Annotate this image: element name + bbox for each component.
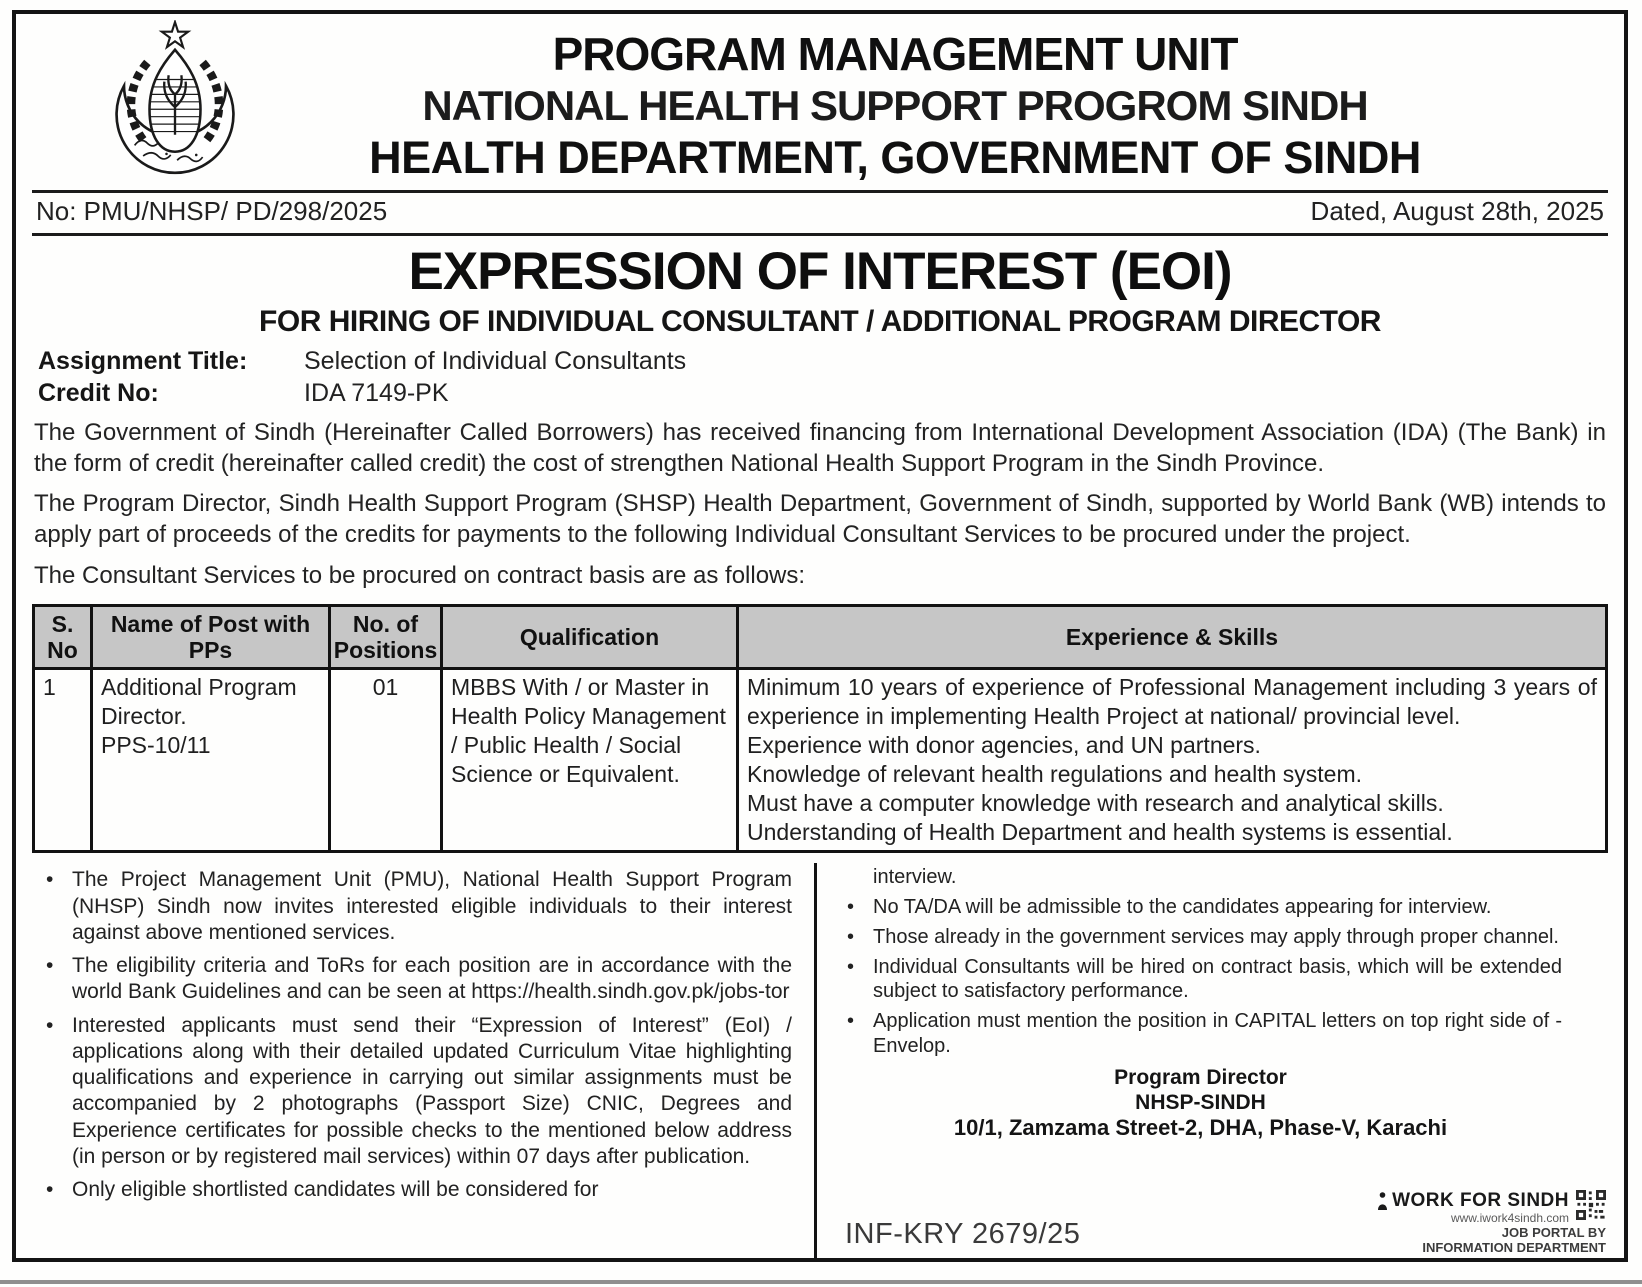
signature-designation: Program Director (1114, 1065, 1287, 1089)
consultant-positions-table (32, 604, 1608, 854)
sindh-government-crest-icon (100, 20, 250, 190)
intro-paragraph-3: The Consultant Services to be procured on contract basis are as follows: (34, 561, 806, 589)
note-item (839, 1009, 1562, 1059)
inf-number: INF-KRY 2679/25 (845, 1218, 1081, 1251)
reference-date: Dated, August 28th, 2025 (1310, 196, 1604, 226)
note-item (38, 867, 792, 946)
person-icon (1377, 1192, 1388, 1211)
post-scale: PPS-10/11 (101, 732, 211, 759)
bullet-icon (839, 1009, 873, 1059)
portal-tagline-1: JOB PORTAL BY (1501, 1225, 1606, 1241)
col-header-positions: No. of Positions (330, 605, 442, 669)
experience-line: Minimum 10 years of experience of Professional Management including 3 years of experience in implementing Health Project at national/ provincial level. (747, 674, 1597, 730)
note-item (38, 1177, 792, 1203)
newspaper-bottom-rule (0, 1280, 1642, 1284)
experience-line: Experience with donor agencies, and UN partners. (747, 732, 1261, 759)
post-name: Additional Program Director. (101, 674, 297, 730)
note-text: Application must mention the position in CAPITAL letters on top right side of -Envelop. (873, 1010, 1562, 1058)
portal-tagline-2: INFORMATION DEPARTMENT (1422, 1240, 1606, 1256)
note-item (38, 1013, 792, 1171)
note-item (839, 925, 1562, 950)
credit-no-label: Credit No: (38, 379, 159, 407)
col-header-experience: Experience & Skills (738, 605, 1607, 669)
org-title-line-2: NATIONAL HEALTH SUPPORT PROGROM SINDH (422, 82, 1368, 129)
note-item (839, 895, 1562, 920)
notes-left-column (32, 863, 814, 1261)
credit-no-value: IDA 7149-PK (304, 379, 449, 407)
assignment-title-row (32, 347, 1608, 376)
intro-paragraph-1: The Government of Sindh (Hereinafter Called Borrowers) has received financing from International Development Association (IDA) (The Bank) in the form of credit (hereinafter called credit) the cost of strengthen National Health Support Program in the Sindh Province. (34, 419, 1606, 477)
header (32, 14, 1608, 190)
col-header-s-no: S. No (34, 605, 92, 669)
assignment-title-label: Assignment Title: (38, 347, 248, 375)
bullet-icon (38, 867, 72, 946)
footer-row (839, 1188, 1608, 1261)
signature-organization: NHSP-SINDH (1135, 1090, 1266, 1114)
note-text: Only eligible shortlisted candidates will be considered for (72, 1178, 599, 1202)
assignment-meta (32, 347, 1608, 408)
cell-positions: 01 (330, 669, 442, 852)
notes-right-body (839, 865, 1608, 1140)
bullet-icon (38, 1177, 72, 1203)
org-title-line-1: PROGRAM MANAGEMENT UNIT (552, 28, 1238, 80)
note-text: The Project Management Unit (PMU), National Health Support Program (NHSP) Sindh now invites interested eligible individuals to their interest against above mentioned services. (72, 868, 792, 944)
notes-section (32, 863, 1608, 1261)
eoi-title: EXPRESSION OF INTEREST (EOI) (408, 242, 1232, 301)
intro-paragraph-2: The Program Director, Sindh Health Support Program (SHSP) Health Department, Government of Sindh, supported by World Bank (WB) intends to apply part of proceeds of the credits for payments to the following Individual Consultant Services to be procured under the project. (34, 490, 1606, 549)
cell-post-name (92, 669, 330, 852)
portal-brand-text: WORK FOR SINDH (1392, 1190, 1569, 1212)
note-text: Individual Consultants will be hired on contract basis, which will be extended subject to satisfactory performance. (873, 955, 1562, 1003)
note-text: No TA/DA will be admissible to the candidates appearing for interview. (873, 896, 1492, 919)
col-header-qualification: Qualification (442, 605, 738, 669)
note-text: Interested applicants must send their “Expression of Interest” (EoI) / applications along with their detailed updated Curriculum Vitae highlighting qualifications and experience in carrying out similar assignments must be accompanied by 2 photographs (Passport Size) CNIC, Degrees and Experience certificates for possible checks to the mentioned below address (in person or by registered mail services) within 07 days after publication. (72, 1013, 792, 1168)
bullet-icon (38, 1013, 72, 1171)
signature-address: 10/1, Zamzama Street-2, DHA, Phase-V, Karachi (953, 1114, 1448, 1140)
note-continuation: interview. (873, 866, 957, 889)
notes-right-column (814, 863, 1608, 1261)
cell-experience (738, 669, 1607, 852)
bullet-icon (839, 895, 873, 920)
bullet-icon (38, 953, 72, 1006)
qr-code-icon (1576, 1190, 1606, 1220)
assignment-title-value: Selection of Individual Consultants (304, 347, 687, 375)
note-text: Those already in the government services may apply through proper channel. (873, 925, 1559, 948)
bullet-icon (839, 925, 873, 950)
note-text: The eligibility criteria and ToRs for each position are in accordance with the world Bank Guidelines and can be seen at https://health.sindh.gov.pk/jobs-tor (72, 954, 792, 1004)
bullet-icon (839, 955, 873, 1005)
reference-number: No: PMU/NHSP/ PD/298/2025 (36, 196, 388, 226)
ad-border-box (12, 10, 1628, 1262)
cell-qualification: MBBS With / or Master in Health Policy Management / Public Health / Social Science or Equivalent. (442, 669, 738, 852)
table-header-row (34, 605, 1607, 669)
work-for-sindh-logo (1377, 1190, 1606, 1255)
experience-line: Knowledge of relevant health regulations and health system. (747, 761, 1363, 788)
portal-website: www.iwork4sindh.com (1450, 1211, 1569, 1226)
experience-line: Must have a computer knowledge with research and analytical skills. (747, 790, 1444, 817)
credit-no-row (32, 379, 1608, 408)
eoi-subtitle: FOR HIRING OF INDIVIDUAL CONSULTANT / ADDITIONAL PROGRAM DIRECTOR (259, 305, 1381, 338)
org-title-line-3: HEALTH DEPARTMENT, GOVERNMENT OF SINDH (369, 132, 1421, 183)
cell-s-no: 1 (34, 669, 92, 852)
note-item (839, 955, 1562, 1005)
col-header-post-name: Name of Post with PPs (92, 605, 330, 669)
note-item (38, 953, 792, 1006)
experience-line: Understanding of Health Department and health systems is essential. (747, 819, 1453, 846)
org-titles (32, 14, 1608, 184)
table-row (34, 669, 1607, 852)
reference-row (32, 190, 1608, 236)
signature-block (839, 1065, 1562, 1140)
